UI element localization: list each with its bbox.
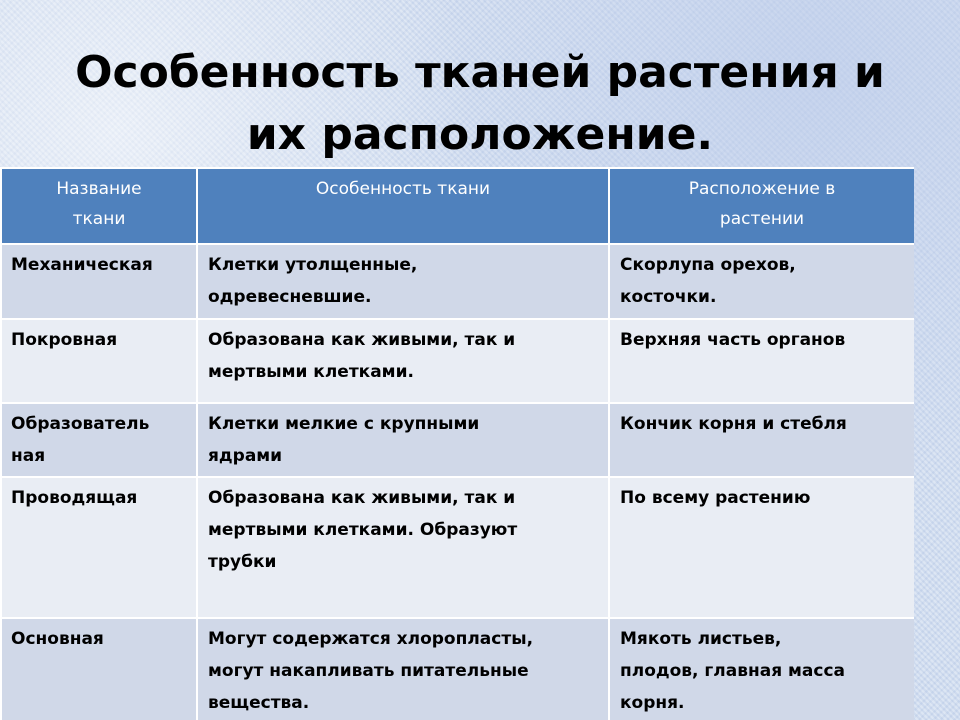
table-container: [0, 167, 914, 720]
cell-tissue-feature: [197, 319, 609, 403]
cell-tissue-location: [609, 244, 914, 319]
cell-tissue-location: [609, 403, 914, 477]
cell-tissue-location: [609, 319, 914, 403]
cell-text: ядрами: [208, 446, 283, 466]
cell-text: По всему растению: [620, 488, 811, 508]
cell-tissue-feature: [197, 618, 609, 720]
table-row: [1, 618, 914, 720]
header-tissue-name: [1, 168, 197, 244]
cell-text: ная: [11, 446, 46, 466]
header-text: Расположение в: [688, 179, 836, 199]
cell-text: Клетки мелкие с крупными: [208, 414, 480, 434]
table-row: [1, 319, 914, 403]
cell-tissue-name: [1, 403, 197, 477]
cell-text: Образователь: [11, 414, 150, 434]
cell-text: корня.: [620, 693, 685, 713]
table-row: [1, 403, 914, 477]
cell-text: Могут содержатся хлоропласты,: [208, 629, 534, 649]
cell-text: Основная: [11, 629, 104, 649]
cell-tissue-location: [609, 477, 914, 618]
cell-tissue-feature: [197, 403, 609, 477]
cell-text: Скорлупа орехов,: [620, 255, 796, 275]
cell-text: Образована как живыми, так и: [208, 330, 516, 350]
cell-tissue-name: [1, 319, 197, 403]
cell-text: косточки.: [620, 287, 717, 307]
cell-text: плодов, главная масса: [620, 661, 846, 681]
cell-text: Покровная: [11, 330, 118, 350]
tissue-table: [0, 167, 914, 720]
header-text: Название: [56, 179, 142, 199]
cell-tissue-feature: [197, 477, 609, 618]
cell-tissue-location: [609, 618, 914, 720]
table-row: [1, 244, 914, 319]
cell-text: одревесневшие.: [208, 287, 372, 307]
cell-text: трубки: [208, 552, 277, 572]
header-text: Особенность ткани: [315, 179, 491, 199]
cell-text: Образована как живыми, так и: [208, 488, 516, 508]
cell-text: Мякоть листьев,: [620, 629, 782, 649]
cell-text: могут накапливать питательные: [208, 661, 529, 681]
cell-text: Механическая: [11, 255, 153, 275]
table-header-row: [1, 168, 914, 244]
cell-text: вещества.: [208, 693, 310, 713]
cell-tissue-name: [1, 618, 197, 720]
cell-tissue-feature: [197, 244, 609, 319]
table-row: [1, 477, 914, 618]
slide-title: [0, 42, 960, 166]
cell-text: мертвыми клетками.: [208, 362, 414, 382]
header-tissue-location: [609, 168, 914, 244]
cell-text: мертвыми клетками. Образуют: [208, 520, 518, 540]
cell-text: Клетки утолщенные,: [208, 255, 418, 275]
header-text: растении: [719, 209, 805, 229]
slide-title-line-2: их расположение.: [246, 109, 714, 160]
header-tissue-feature: [197, 168, 609, 244]
cell-text: Кончик корня и стебля: [620, 414, 847, 434]
header-text: ткани: [72, 209, 126, 229]
cell-text: Проводящая: [11, 488, 138, 508]
cell-tissue-name: [1, 477, 197, 618]
cell-tissue-name: [1, 244, 197, 319]
slide-title-line-1: Особенность тканей растения и: [75, 47, 885, 98]
cell-text: Верхняя часть органов: [620, 330, 846, 350]
